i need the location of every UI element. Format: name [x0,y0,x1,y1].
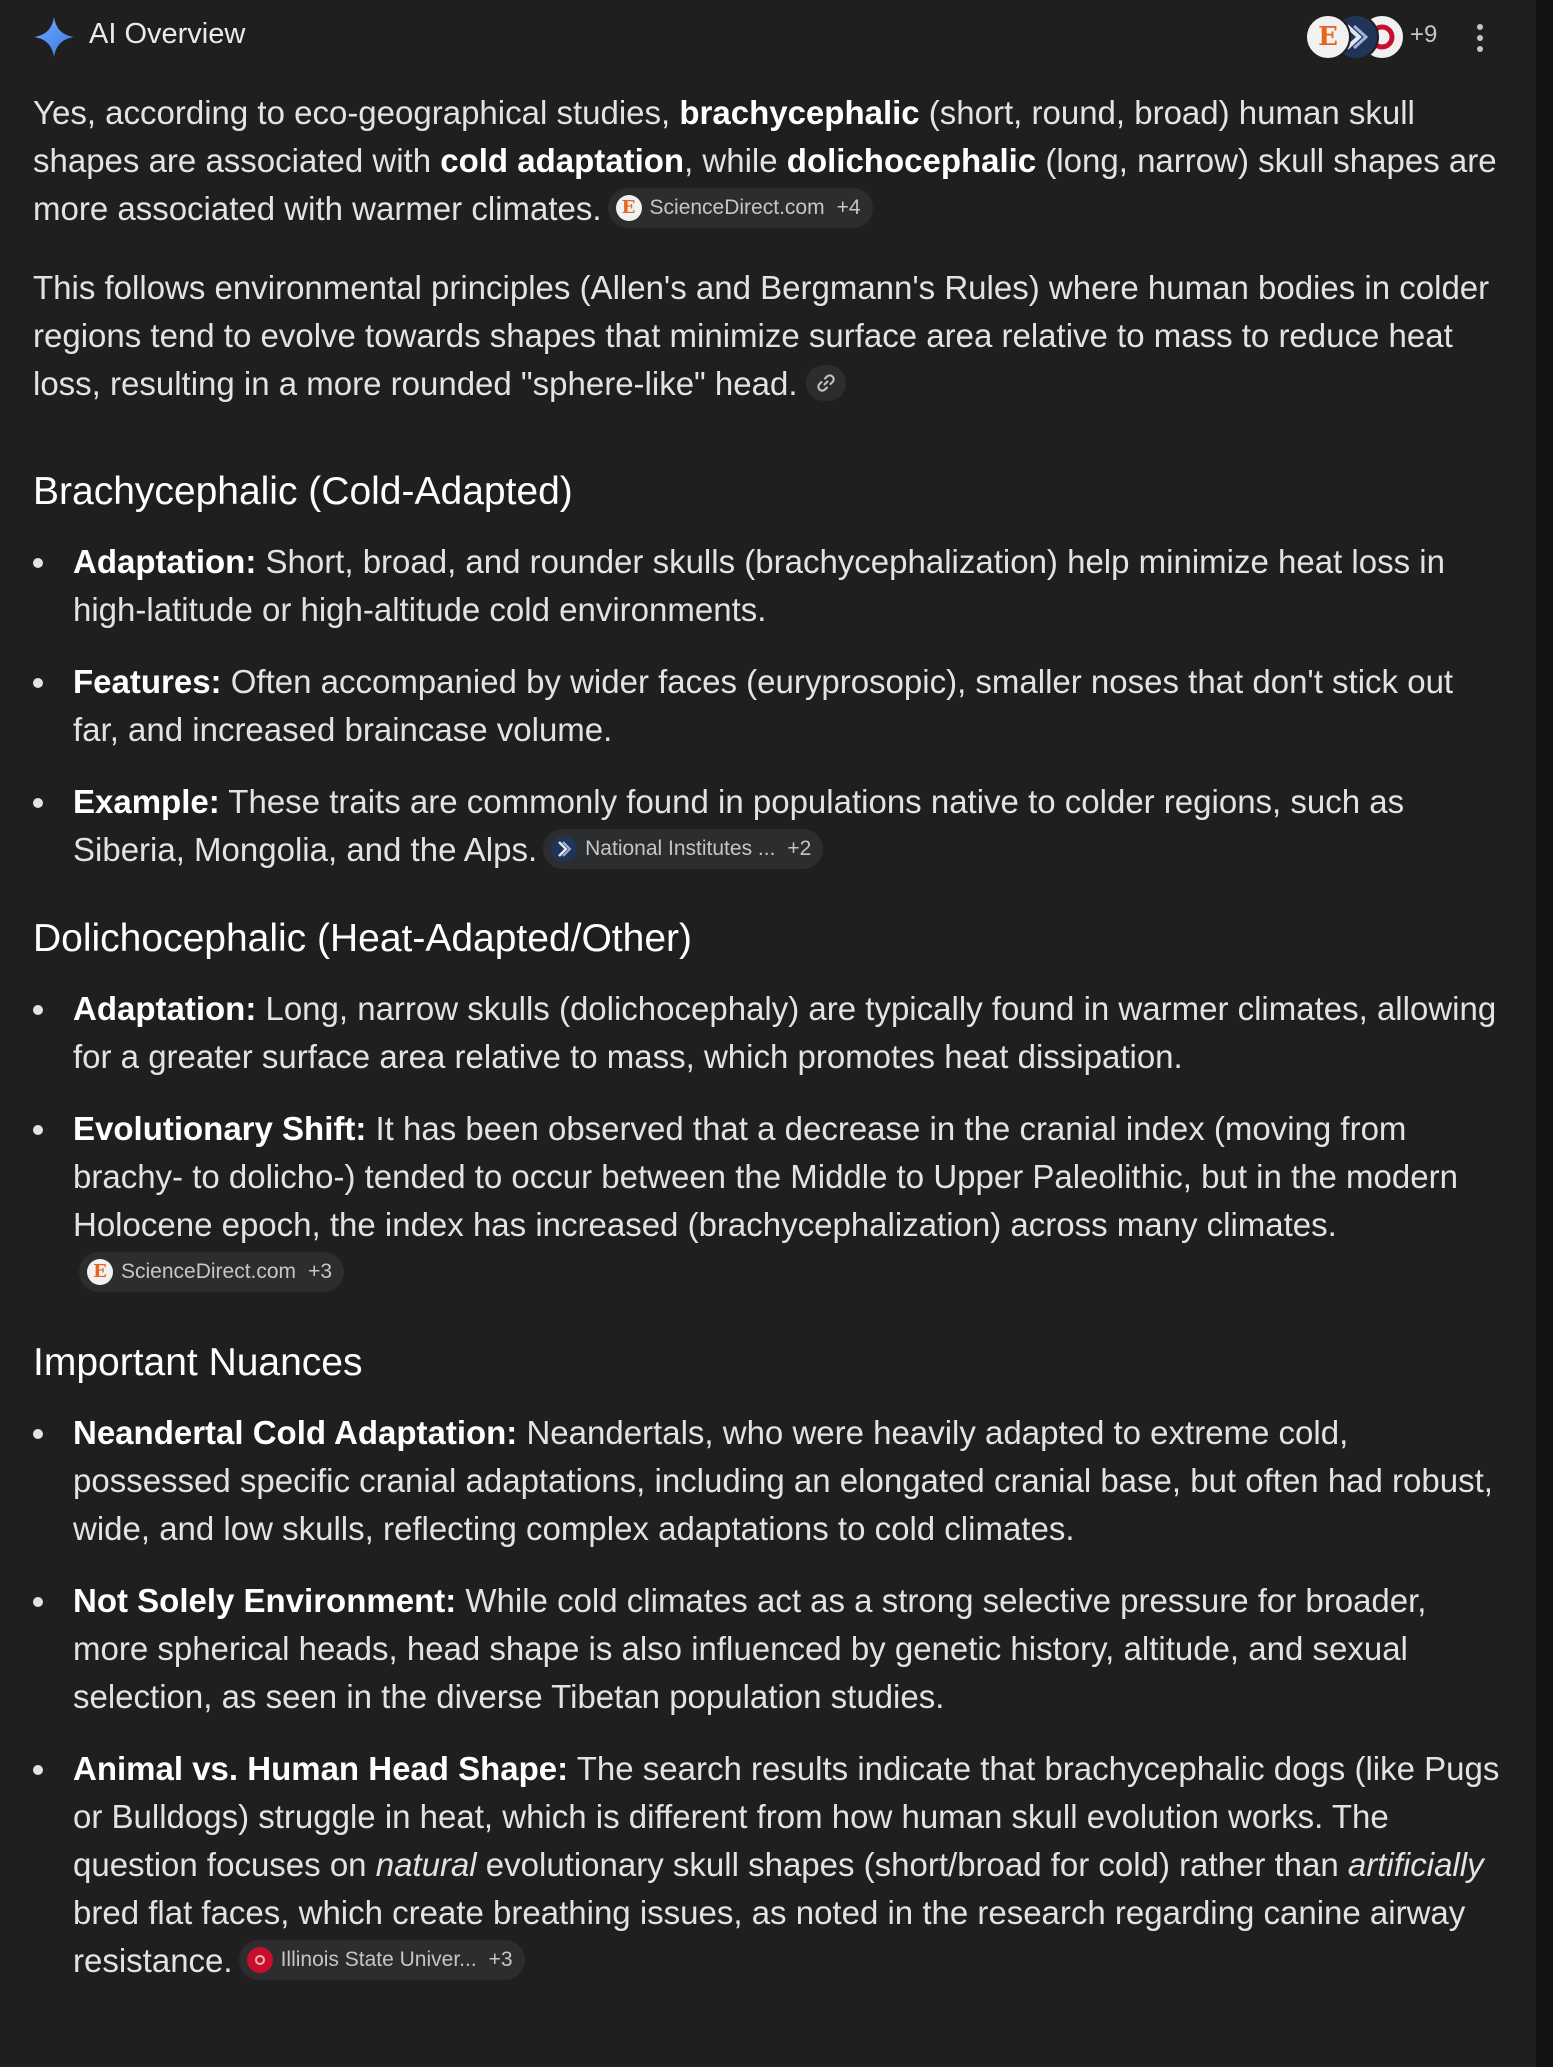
list-item [33,1409,1505,1553]
heading-important-nuances: Important Nuances [33,1341,363,1384]
heading-brachycephalic: Brachycephalic (Cold-Adapted) [33,470,573,513]
scrollbar-track[interactable] [1536,0,1553,2067]
item-text: Short, broad, and rounder skulls (brachycephalization) help minimize heat loss in high-latitude or high-altitude cold environments. [73,543,1445,628]
item-label: Evolutionary Shift: [73,1110,367,1147]
elsevier-icon: E [616,195,642,221]
nih-icon [551,836,577,862]
source-chip-count: +3 [308,1260,333,1284]
item-label: Neandertal Cold Adaptation: [73,1414,518,1451]
gemini-sparkle-icon [33,16,75,58]
item-text: bred flat faces, which create breathing issues, as noted in the research regarding canine airway resistance. [73,1894,1466,1979]
nuances-list [33,1409,1505,1985]
item-text: Often accompanied by wider faces (euryprosopic), smaller noses that don't stick out far, and increased braincase volume. [73,663,1454,748]
item-label: Example: [73,783,220,820]
list-item [33,778,1505,874]
item-text: While cold climates act as a strong selective pressure for broader, more spherical heads, head shape is also influenced by genetic history, altitude, and sexual selection, as seen in the diverse Tibetan population studies. [73,1582,1427,1715]
intro-text: (long, narrow) skull shapes are more associated with warmer climates. [33,142,1497,227]
item-text: evolutionary skull shapes (short/broad for cold) rather than [476,1846,1348,1883]
source-favicons[interactable] [1305,14,1405,58]
list-item [33,658,1505,754]
elsevier-letter: E [1318,22,1338,52]
list-item [33,538,1505,634]
intro-text: (short, round, broad) human skull shapes are associated with [33,94,1415,179]
source-chip-count: +3 [488,1948,513,1972]
brachycephalic-list [33,538,1505,874]
item-label: Features: [73,663,222,700]
list-item [33,1745,1505,1985]
link-icon [816,373,836,393]
list-item [33,985,1505,1081]
item-text: Neandertals, who were heavily adapted to extreme cold, possessed specific cranial adaptations, including an elongated cranial base, but often had robust, wide, and low skulls, reflecting complex adaptations to cold climates. [73,1414,1493,1547]
intro-bold-term: cold adaptation [440,142,685,179]
item-label: Adaptation: [73,543,257,580]
heading-dolichocephalic: Dolichocephalic (Heat-Adapted/Other) [33,917,693,960]
source-chip-label: ScienceDirect.com [649,196,825,220]
ai-overview-title: AI Overview [89,18,246,50]
intro-text: , while [684,142,787,179]
source-chip-sciencedirect[interactable] [608,188,873,228]
item-text: Long, narrow skulls (dolichocephaly) are typically found in warmer climates, allowing for a greater surface area relative to mass, which promotes heat dissipation. [73,990,1497,1075]
ai-overview-panel [33,0,1505,2009]
elsevier-favicon-icon[interactable] [1305,14,1351,60]
item-emphasis: natural [375,1846,477,1883]
intro-bold-term: brachycephalic [679,94,920,131]
source-chip-count: +2 [787,837,812,861]
item-emphasis: artificially [1347,1846,1484,1883]
rules-paragraph [33,264,1505,408]
source-chip-nih[interactable] [543,829,823,869]
elsevier-icon: E [87,1259,113,1285]
source-chip-illinois-state[interactable] [239,1940,525,1980]
item-label: Adaptation: [73,990,257,1027]
more-sources-count[interactable]: +9 [1410,21,1438,48]
source-chip-label: National Institutes ... [585,837,776,861]
intro-text: Yes, according to eco-geographical studies, [33,94,680,131]
source-chip-sciencedirect[interactable] [79,1252,344,1292]
ai-overview-header [33,0,1505,72]
item-text: The search results indicate that brachycephalic dogs (like Pugs or Bulldogs) struggle in heat, which is different from how human skull evolution works. The question focuses on [73,1750,1500,1883]
more-options-icon[interactable] [1473,22,1487,54]
source-chip-count: +4 [836,196,861,220]
intro-paragraph [33,89,1505,233]
list-item [33,1105,1505,1297]
item-text: It has been observed that a decrease in the cranial index (moving from brachy- to dolicho-) tended to occur between the Middle to Upper Paleolithic, but in the modern Holocene epoch, the index has increased (brachycephalization) across many climates. [73,1110,1458,1243]
item-label: Animal vs. Human Head Shape: [73,1750,569,1787]
item-label: Not Solely Environment: [73,1582,457,1619]
illinois-state-icon [247,1947,273,1973]
intro-bold-term: dolichocephalic [786,142,1037,179]
link-chip[interactable] [806,365,846,401]
dolichocephalic-list [33,985,1505,1297]
source-chip-label: ScienceDirect.com [121,1260,297,1284]
list-item [33,1577,1505,1721]
source-chip-label: Illinois State Univer... [280,1948,477,1972]
rules-text: This follows environmental principles (Allen's and Bergmann's Rules) where human bodies in colder regions tend to evolve towards shapes that minimize surface area relative to mass to reduce heat loss, resulting in a more rounded "sphere-like" head. [33,269,1490,402]
item-text: These traits are commonly found in populations native to colder regions, such as Siberia, Mongolia, and the Alps. [73,783,1405,868]
